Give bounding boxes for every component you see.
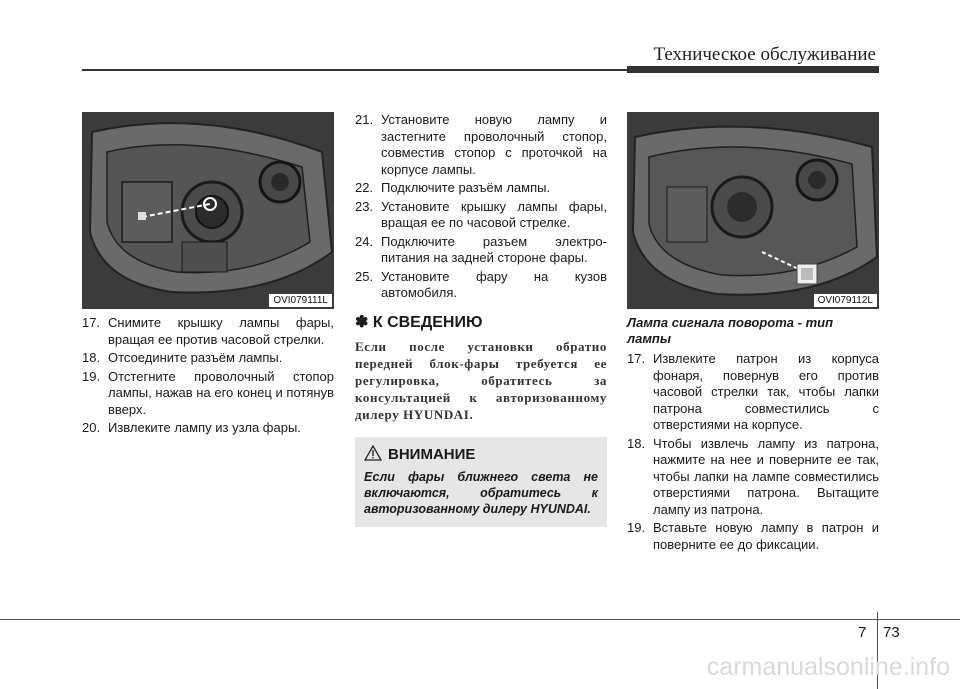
step-number: 24. xyxy=(355,233,374,249)
steps-list-2 xyxy=(355,112,607,302)
figure-code: OVI079112L xyxy=(814,294,877,307)
list-item xyxy=(627,351,879,434)
header-rule xyxy=(82,69,627,71)
step-number: 17. xyxy=(627,351,646,366)
step-text: Снимите крышку лампы фары, вращая ее против часовой стрелки. xyxy=(108,315,334,347)
column-3 xyxy=(627,112,879,555)
subheading: Лампа сигнала поворота - тип лампы xyxy=(627,315,834,346)
footer-rule xyxy=(0,619,960,620)
step-number: 18. xyxy=(627,435,646,451)
warning-text: Если фары ближнего света не включаются, обратитесь к авторизованному дилеру HYUNDAI. xyxy=(364,469,598,516)
headlamp-photo-2 xyxy=(627,112,879,309)
step-number: 22. xyxy=(355,180,374,195)
list-item xyxy=(355,269,607,302)
chapter-number: 7 xyxy=(858,624,867,641)
step-number: 19. xyxy=(82,368,101,384)
watermark: carmanualsonline.info xyxy=(706,653,950,681)
step-number: 19. xyxy=(627,520,646,535)
list-item xyxy=(82,350,334,367)
info-heading: ✽ К СВЕДЕНИЮ xyxy=(355,313,483,331)
step-number: 20. xyxy=(82,420,101,435)
step-text: Подключите разъем электро- питания на задней стороне фары. xyxy=(381,233,607,265)
list-item xyxy=(627,520,879,553)
step-text: Подключите разъём лампы. xyxy=(381,180,551,195)
step-text: Извлеките патрон из корпуса фонаря, повернув его против часовой стрелки так, чтобы лапки патрона совместились с отверстиями на корпусе. xyxy=(653,351,879,432)
section-title: Техническое обслуживание xyxy=(653,44,876,65)
list-item xyxy=(82,369,334,419)
warning-box xyxy=(355,437,607,527)
step-text: Установите крышку лампы фары, вращая ее по часовой стрелке. xyxy=(381,198,607,230)
list-item xyxy=(355,199,607,232)
warning-header xyxy=(364,445,598,465)
headlamp-illustration-2 xyxy=(627,112,879,309)
step-number: 17. xyxy=(82,315,101,330)
page-number: 73 xyxy=(883,624,900,641)
list-item xyxy=(627,436,879,519)
step-number: 21. xyxy=(355,112,374,127)
steps-list-1 xyxy=(82,315,334,437)
headlamp-photo-1 xyxy=(82,112,334,309)
column-2 xyxy=(355,112,607,527)
list-item xyxy=(355,112,607,178)
step-text: Отсоедините разъём лампы. xyxy=(108,350,283,365)
warning-icon xyxy=(364,445,382,465)
headlamp-illustration-1 xyxy=(82,112,334,309)
step-text: Вставьте новую лампу в патрон и поверните ее до фиксации. xyxy=(653,520,879,552)
step-text: Установите новую лампу и застегните проволочный стопор, совместив стопор с проточкой на корпусе лампы. xyxy=(381,112,607,177)
list-item xyxy=(355,180,607,197)
warning-title: ВНИМАНИЕ xyxy=(388,446,476,463)
step-number: 18. xyxy=(82,350,101,365)
step-text: Извлеките лампу из узла фары. xyxy=(108,420,301,435)
step-number: 23. xyxy=(355,198,374,214)
list-item xyxy=(355,234,607,267)
step-text: Чтобы извлечь лампу из патрона, нажмите на нее и поверните ее так, чтобы лапки на лампе совместились отверстиями патрона. Вытащите лампу из патрона. xyxy=(653,435,879,517)
list-item xyxy=(82,420,334,437)
step-text: Отстегните проволочный стопор лампы, нажав на его конец и потянув вверх. xyxy=(108,368,334,417)
step-number: 25. xyxy=(355,268,374,284)
step-text: Установите фару на кузов автомобиля. xyxy=(381,268,607,300)
column-1 xyxy=(82,112,334,439)
figure-code: OVI079111L xyxy=(269,294,332,307)
list-item xyxy=(82,315,334,348)
steps-list-3 xyxy=(627,351,879,553)
header-bar xyxy=(627,66,879,73)
info-text: Если после установки обратно передней блок-фары требуется ее регулировка, обратитесь за консультацией к авторизованному дилеру HYUNDAI. xyxy=(355,338,607,422)
